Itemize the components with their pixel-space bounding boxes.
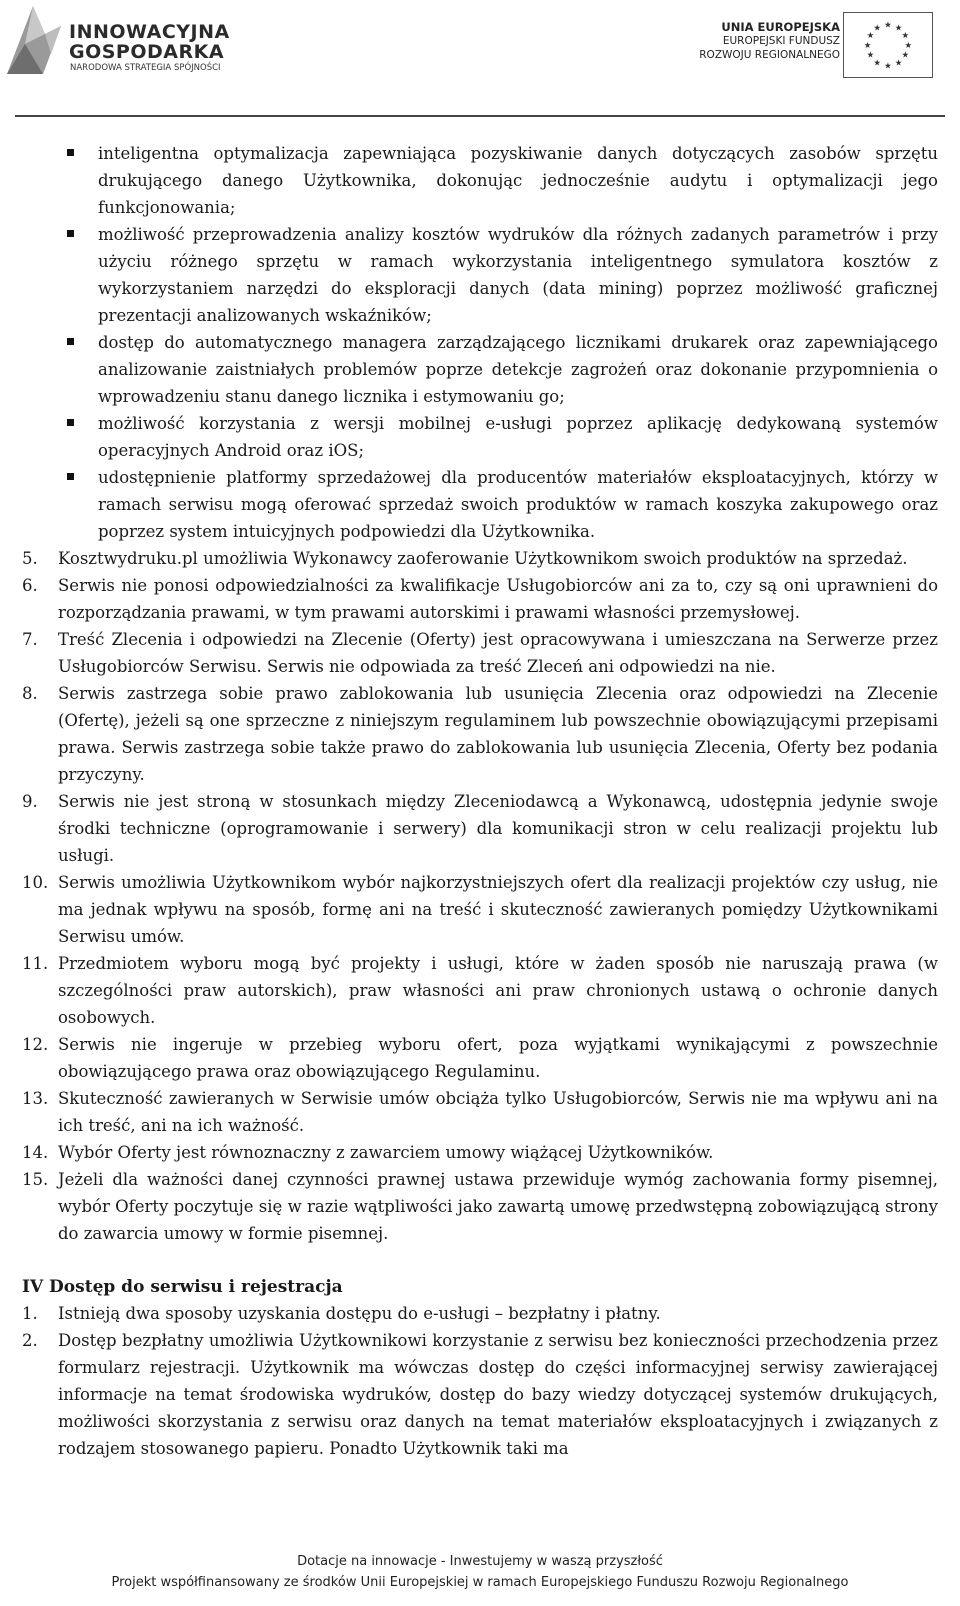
bullet-text: inteligentna optymalizacja zapewniająca pozyskiwanie danych dotyczących zasobów sprzętu drukującego danego Użytkownika, dokonując jednocześnie audytu i optymalizacji jego funkcjonowania;	[98, 144, 938, 217]
logo-emblem-icon	[3, 4, 65, 78]
bullet-item	[0, 221, 960, 329]
item-text: Serwis nie jest stroną w stosunkach między Zleceniodawcą a Wykonawcą, udostępnia jedynie swoje środki techniczne (oprogramowanie i serwery) dla komunikacji stron w celu realizacji projektu lub usługi.	[58, 792, 938, 865]
logo-line-1: INNOWACYJNA	[69, 21, 230, 43]
numbered-item	[0, 572, 960, 626]
logo-line-3: NARODOWA STRATEGIA SPÓJNOŚCI	[70, 63, 221, 73]
innowacyjna-gospodarka-logo	[3, 4, 243, 78]
item-text: Kosztwydruku.pl umożliwia Wykonawcy zaoferowanie Użytkownikom swoich produktów na sprzedaż.	[58, 549, 908, 568]
bullet-item	[0, 464, 960, 545]
numbered-item	[0, 545, 960, 572]
svg-text:★: ★	[866, 50, 875, 61]
bullet-square-icon	[67, 473, 74, 480]
numbered-item	[0, 1031, 960, 1085]
eu-line-2: EUROPEJSKI FUNDUSZ	[722, 35, 840, 47]
numbered-item	[0, 1327, 960, 1462]
item-number: 11.	[22, 954, 49, 973]
item-text: Serwis nie ingeruje w przebieg wyboru ofert, poza wyjątkami wynikającymi z powszechnie obowiązującego prawa oraz obowiązującego Regulaminu.	[58, 1035, 938, 1081]
item-text: Istnieją dwa sposoby uzyskania dostępu do e-usługi – bezpłatny i płatny.	[58, 1304, 661, 1323]
item-text: Wybór Oferty jest równoznaczny z zawarciem umowy wiążącej Użytkowników.	[58, 1143, 714, 1162]
eu-logo-text	[690, 20, 840, 62]
eu-line-1: UNIA EUROPEJSKA	[721, 20, 840, 34]
bullet-item	[0, 329, 960, 410]
bullet-square-icon	[67, 338, 74, 345]
item-number: 15.	[22, 1170, 49, 1189]
bullet-text: udostępnienie platformy sprzedażowej dla producentów materiałów eksploatacyjnych, którzy w ramach serwisu mogą oferować sprzedaż swoich produktów w ramach koszyka zakupowego oraz poprzez system intuicyjnych podpowiedzi dla Użytkownika.	[98, 468, 938, 541]
svg-text:★: ★	[863, 40, 872, 51]
item-number: 1.	[22, 1304, 38, 1323]
logo-line-2: GOSPODARKA	[69, 41, 225, 63]
bullet-text: możliwość korzystania z wersji mobilnej e-usługi poprzez aplikację dedykowaną systemów operacyjnych Android oraz iOS;	[98, 414, 938, 460]
item-number: 14.	[22, 1143, 49, 1162]
svg-text:★: ★	[901, 31, 910, 42]
svg-text:★: ★	[873, 23, 882, 34]
eu-flag-icon	[843, 12, 933, 78]
item-text: Serwis umożliwia Użytkownikom wybór najkorzystniejszych ofert dla realizacji projektów czy usług, nie ma jednak wpływu na sposób, formę ani na treść i skuteczność zawieranych pomiędzy Użytkownikami Serwisu umów.	[58, 873, 938, 946]
numbered-item	[0, 1166, 960, 1247]
numbered-item	[0, 680, 960, 788]
svg-text:★: ★	[904, 40, 913, 51]
numbered-item	[0, 1139, 960, 1166]
numbered-item	[0, 1300, 960, 1327]
item-text: Przedmiotem wyboru mogą być projekty i usługi, które w żaden sposób nie naruszają prawa (w szczególności praw autorskich), praw własności ani praw chronionych ustawą o ochronie danych osobowych.	[58, 954, 938, 1027]
numbered-item	[0, 626, 960, 680]
svg-text:★: ★	[866, 31, 875, 42]
eu-line-3: ROZWOJU REGIONALNEGO	[699, 49, 840, 61]
item-number: 10.	[22, 873, 49, 892]
numbered-item	[0, 1085, 960, 1139]
bullet-text: dostęp do automatycznego managera zarządzającego licznikami drukarek oraz zapewniającego analizowanie zaistniałych problemów poprze detekcje zagrożeń oraz dokonanie przypomnienia o wprowadzeniu stanu danego licznika i estymowaniu go;	[98, 333, 938, 406]
svg-text:★: ★	[901, 50, 910, 61]
footer-line-2: Projekt współfinansowany ze środków Unii Europejskiej w ramach Europejskiego Funduszu Rozwoju Regionalnego	[111, 1575, 849, 1590]
item-text: Jeżeli dla ważności danej czynności prawnej ustawa przewiduje wymóg zachowania formy pisemnej, wybór Oferty poczytuje się w razie wątpliwości jako zawartą umowę przedwstępną zobowiązującą strony do zawarcia umowy w formie pisemnej.	[58, 1170, 938, 1243]
item-number: 8.	[22, 684, 38, 703]
numbered-item	[0, 869, 960, 950]
page-header	[0, 0, 960, 118]
item-number: 13.	[22, 1089, 49, 1108]
bullet-square-icon	[67, 419, 74, 426]
bullet-square-icon	[67, 230, 74, 237]
document-body	[0, 140, 960, 1462]
item-number: 9.	[22, 792, 38, 811]
page-footer	[0, 1551, 960, 1593]
item-text: Treść Zlecenia i odpowiedzi na Zlecenie (Oferty) jest opracowywana i umieszczana na Serwerze przez Usługobiorców Serwisu. Serwis nie odpowiada za treść Zleceń ani odpowiedzi na nie.	[58, 630, 938, 676]
item-number: 6.	[22, 576, 38, 595]
item-number: 2.	[22, 1331, 38, 1350]
bullet-item	[0, 410, 960, 464]
footer-line-1: Dotacje na innowacje - Inwestujemy w waszą przyszłość	[297, 1554, 663, 1569]
header-divider	[15, 115, 945, 117]
section-heading: IV Dostęp do serwisu i rejestracja	[22, 1277, 343, 1297]
svg-text:★: ★	[873, 58, 882, 69]
svg-text:★: ★	[894, 58, 903, 69]
svg-text:★: ★	[894, 23, 903, 34]
numbered-item	[0, 788, 960, 869]
item-number: 12.	[22, 1035, 49, 1054]
item-text: Serwis nie ponosi odpowiedzialności za kwalifikacje Usługobiorców ani za to, czy są oni uprawnieni do rozporządzania prawami, w tym prawami autorskimi i prawami własności przemysłowej.	[58, 576, 938, 622]
bullet-item	[0, 140, 960, 221]
item-text: Serwis zastrzega sobie prawo zablokowania lub usunięcia Zlecenia oraz odpowiedzi na Zlecenie (Ofertę), jeżeli są one sprzeczne z niniejszym regulaminem lub powszechnie obowiązującymi przepisami prawa. Serwis zastrzega sobie także prawo do zablokowania lub usunięcia Zlecenia, Oferty bez podania przyczyny.	[58, 684, 938, 784]
item-text: Skuteczność zawieranych w Serwisie umów obciąża tylko Usługobiorców, Serwis nie ma wpływu ani na ich treść, ani na ich ważność.	[58, 1089, 938, 1135]
item-text: Dostęp bezpłatny umożliwia Użytkownikowi korzystanie z serwisu bez konieczności przechodzenia przez formularz rejestracji. Użytkownik ma wówczas dostęp do części informacyjnej serwisy zawierającej informacje na temat środowiska wydruków, dostęp do bazy wiedzy dotyczącej systemów drukujących, możliwości skorzystania z serwisu oraz danych na temat materiałów eksploatacyjnych i związanych z rodzajem stosowanego papieru. Ponadto Użytkownik taki ma	[58, 1331, 938, 1458]
item-number: 7.	[22, 630, 38, 649]
bullet-square-icon	[67, 149, 74, 156]
svg-text:★: ★	[884, 61, 892, 72]
numbered-item	[0, 950, 960, 1031]
svg-text:★: ★	[884, 20, 892, 31]
bullet-text: możliwość przeprowadzenia analizy kosztów wydruków dla różnych zadanych parametrów i przy użyciu różnego sprzętu w ramach wykorzystania inteligentnego symulatora kosztów z wykorzystaniem narzędzi do eksploracji danych (data mining) poprzez możliwość graficznej prezentacji analizowanych wskaźników;	[98, 225, 938, 325]
item-number: 5.	[22, 549, 38, 568]
